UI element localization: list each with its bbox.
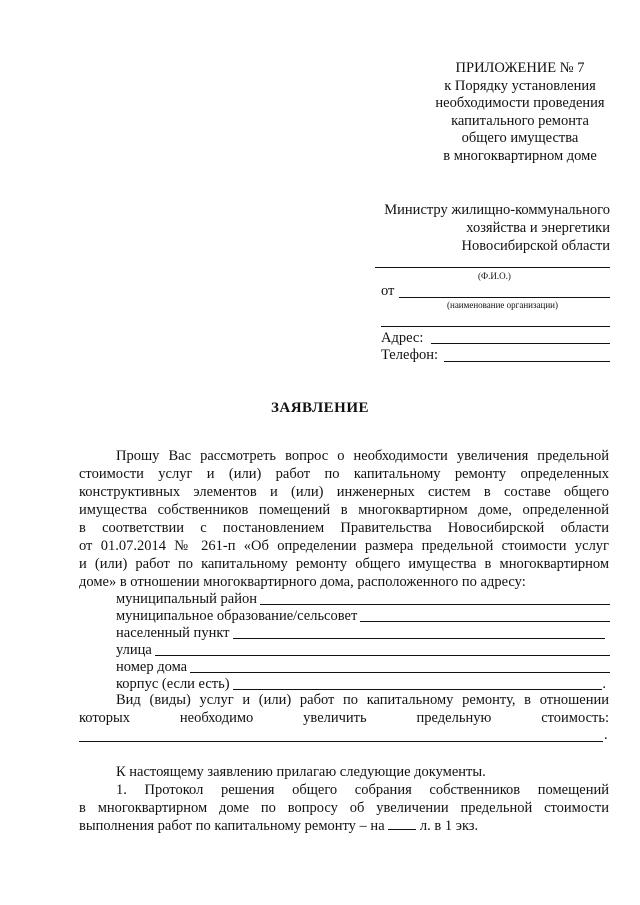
organization-line[interactable] xyxy=(399,297,610,298)
field-street[interactable] xyxy=(116,641,610,659)
paragraph-line: в соответствии с постановлением Правительства Новосибирской области xyxy=(79,520,609,536)
paragraph-line: от 01.07.2014 № 261-п «Об определении размера предельной стоимости услуг xyxy=(79,538,609,554)
attachment-item-1 xyxy=(79,781,609,835)
fio-note: (Ф.И.О.) xyxy=(478,271,511,281)
field-label: муниципальный район xyxy=(116,591,257,607)
document-title: ЗАЯВЛЕНИЕ xyxy=(270,400,370,416)
attachments-intro xyxy=(79,763,609,781)
paragraph-line: которых необходимо увеличить предельную стоимость: xyxy=(79,710,609,726)
phone-line[interactable] xyxy=(444,361,610,362)
extra-line[interactable] xyxy=(381,326,610,327)
paragraph-line: в многоквартирном доме по вопросу об увеличении предельной стоимости xyxy=(79,800,609,816)
paragraph-line: конструктивных элементов и (или) инженерных систем в составе общего xyxy=(79,484,609,500)
phone-label: Телефон: xyxy=(381,347,439,363)
paragraph-line: К настоящему заявлению прилагаю следующие документы. xyxy=(116,764,486,780)
address-label: Адрес: xyxy=(381,330,424,346)
paragraph-line: Прошу Вас рассмотреть вопрос о необходимости увеличения предельной xyxy=(116,448,609,464)
request-paragraph xyxy=(79,447,609,591)
paragraph-line: стоимости услуг и (или) работ по капитальному ремонту определенных xyxy=(79,466,609,482)
fio-line[interactable] xyxy=(375,267,610,268)
fill-line[interactable] xyxy=(233,638,605,639)
appendix-line: капитального ремонта xyxy=(451,112,589,129)
organization-note: (наименование организации) xyxy=(447,300,558,310)
appendix-line: в многоквартирном доме xyxy=(443,147,597,164)
field-settlement[interactable] xyxy=(116,624,605,642)
fill-line[interactable] xyxy=(260,604,610,605)
recipient-line: Министру жилищно-коммунального xyxy=(384,202,610,218)
fill-line[interactable] xyxy=(360,621,610,622)
fill-line[interactable] xyxy=(233,689,603,690)
recipient-block xyxy=(340,201,610,255)
field-building[interactable]: корпус (если есть) . xyxy=(116,676,606,692)
field-municipal-district[interactable] xyxy=(116,590,610,608)
appendix-line: к Порядку установления xyxy=(444,77,596,94)
appendix-line: ПРИЛОЖЕНИЕ № 7 xyxy=(455,60,585,76)
works-paragraph xyxy=(79,691,609,727)
field-label: номер дома xyxy=(116,659,188,675)
recipient-line: Новосибирской области xyxy=(461,238,610,254)
paragraph-line: выполнения работ по капитальному ремонту – на л. в 1 экз. xyxy=(79,818,479,834)
recipient-line: хозяйства и энергетики xyxy=(466,220,610,236)
appendix-line: общего имущества xyxy=(461,130,579,146)
paragraph-line: и (или) работ по капитальному ремонту общего имущества в многоквартирном xyxy=(79,556,609,572)
field-label: корпус (если есть) xyxy=(116,676,230,692)
field-label: населенный пункт xyxy=(116,625,230,641)
field-municipal-formation[interactable] xyxy=(116,607,610,625)
paragraph-line: доме» в отношении многоквартирного дома, расположенного по адресу: xyxy=(79,574,526,590)
paragraph-line: Вид (виды) услуг и (или) работ по капитальному ремонту, в отношении xyxy=(116,692,609,708)
paragraph-line: имущества собственников помещений в многоквартирном доме, определенной xyxy=(79,502,609,518)
appendix-line: необходимости проведения xyxy=(435,95,605,111)
field-house-number[interactable] xyxy=(116,658,610,676)
works-line[interactable] xyxy=(79,741,603,742)
appendix-header xyxy=(400,60,640,165)
paragraph-line: 1. Протокол решения общего собрания собственников помещений xyxy=(116,782,609,798)
address-line[interactable] xyxy=(431,343,610,344)
from-label: от xyxy=(381,283,395,299)
field-label: улица xyxy=(116,642,152,658)
pages-count-line[interactable] xyxy=(388,817,416,830)
fill-line[interactable] xyxy=(155,655,610,656)
fill-line[interactable] xyxy=(190,672,610,673)
field-label: муниципальное образование/сельсовет xyxy=(116,608,358,624)
